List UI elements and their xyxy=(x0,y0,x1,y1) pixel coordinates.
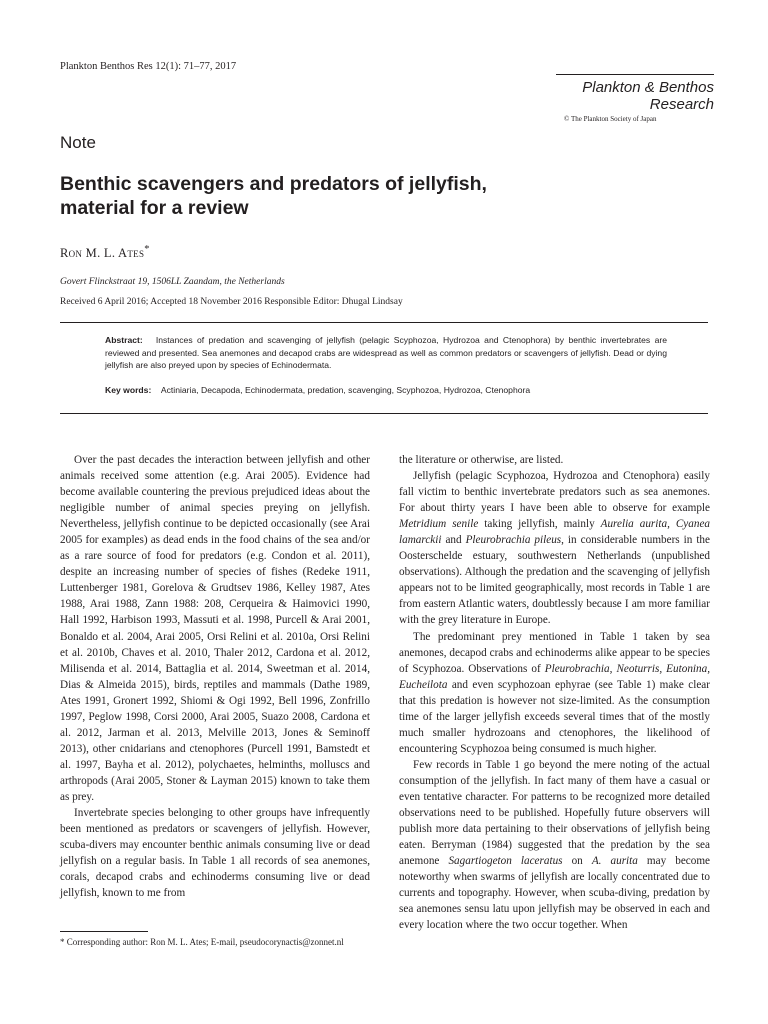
article-title xyxy=(60,172,580,220)
keywords xyxy=(105,385,530,395)
keywords-text: Actiniaria, Decapoda, Echinodermata, predation, scavenging, Scyphozoa, Hydrozoa, Ctenophora xyxy=(160,385,531,395)
received-dates: Received 6 April 2016; Accepted 18 November 2016 Responsible Editor: Dhugal Lindsay xyxy=(60,297,403,307)
body-paragraph: Few records in Table 1 go beyond the mere noting of the actual consumption of the jellyfish. In fact many of them have a casual or even tentative character. For patterns to be recognized more detailed observations need to be published. Hopefully future observers will publish more data pertaining to their observations of jellyfish being eaten. Berryman (1984) suggested that the predation by the sea anemone Sagartiogeton laceratus on A. aurita may become noteworthy when swarms of jellyfish are locally concentrated due to currents and topography. However, when scuba-diving, predation by sea anemones sensu latu upon jellyfish may be observed in each and every location where the two occur together. When xyxy=(399,758,711,932)
author-name: Ron M. L. Ates xyxy=(60,246,145,261)
article-type: Note xyxy=(60,133,96,152)
body-paragraph: the literature or otherwise, are listed. xyxy=(399,454,564,466)
title-line-2: material for a review xyxy=(60,197,249,219)
body-paragraph: Invertebrate species belonging to other groups have infrequently been mentioned as predators or scavengers of jellyfish. However, scuba-divers may encounter benthic animals consuming live or dead jellyfish on a regular basis. In Table 1 all records of sea anemones, corals, decapod crabs and echinoderms consuming live or dead jellyfish, known to me from xyxy=(60,807,370,900)
journal-citation: Plankton Benthos Res 12(1): 71–77, 2017 xyxy=(60,61,237,72)
journal-copyright: © The Plankton Society of Japan xyxy=(564,115,657,123)
journal-logo-block xyxy=(556,74,714,123)
body-paragraph: Over the past decades the interaction between jellyfish and other animals received some attention (e.g. Arai 2005). Evidence had become available countering the previous prejudiced ideas about the negligible number of animal species preying on jellyfish. Nevertheless, jellyfish continue to be depicted occasionally (see Arai 2005 for examples) as dead ends in the food chains of the sea and/or as a rare source of food for predators (e.g. Condon et al. 2011), despite an increasing number of species of fishes (Redeke 1911, Luttenberger 1981, Gorelova & Grudtsev 1986, Kelley 1987, Ates 1988, Arai 1988, Zann 1988: 208, Cerqueira & Haimovici 1990, Hall 1992, Harbison 1993, Massuti et al. 1998, Purcell & Arai 2001, Bonaldo et al. 2004, Arai 2005, Orsi Relini et al. 2010a, Orsi Relini et al. 2010b, Chaves et al. 2010, Thaler 2012, Cardona et al. 2012, Milisenda et al. 2014, Battaglia et al. 2014, Sweetman et al. 2014, Dias & Almeida 2015), birds, reptiles and mammals (Dathe 1989, Ates 1991, Gronert 1992, Shiomi & Ogi 1992, Bell 1996, Zonfrillo 1997, Peglow 1998, Corsi 2000, Arai 2005, Suazo 2008, Cardona et al. 2012, Jarman et al. 2013, Melville 2013, Jones & Seminoff 2013), other cnidarians and ctenophores (Purcell 1991, Bamstedt et al. 1997, Bayha et al. 2012), polychaetes, helminths, molluscs and arthropods (Arai 2005, Stoner & Layman 2015) known to take them as prey. xyxy=(60,454,370,803)
corresponding-author-footnote: * Corresponding author: Ron M. L. Ates; E-mail, pseudocorynactis@zonnet.nl xyxy=(60,937,344,947)
author-affiliation: Govert Flinckstraat 19, 1506LL Zaandam, the Netherlands xyxy=(60,277,285,287)
abstract-label: Abstract: xyxy=(105,335,143,345)
body-paragraph: Jellyfish (pelagic Scyphozoa, Hydrozoa and Ctenophora) easily fall victim to benthic invertebrate predators such as sea anemones. For about thirty years I have been able to observe for example Metridium senile taking jellyfish, mainly Aurelia aurita, Cyanea lamarckii and Pleurobrachia pileus, in considerable numbers in the Oosterschelde estuary, southwestern Netherlands (unpublished observations). Although the predation and the scavenging of jellyfish appears not to be limited geographically, most records in Table 1 are from eastern Atlantic waters, doubtlessly because I am more familiar with the grey literature in Europe. xyxy=(399,470,711,627)
journal-name-line2: Research xyxy=(649,96,714,113)
abstract-text: Instances of predation and scavenging of jellyfish (pelagic Scyphozoa, Hydrozoa and Ctenophora) by benthic invertebrates are reviewed and presented. Sea anemones and decapod crabs are widespread as well as common predators or scavengers of jellyfish. Dead or dying jellyfish are also preyed upon by species of Echinodermata. xyxy=(105,335,667,371)
body-paragraph: The predominant prey mentioned in Table 1 taken by sea anemones, decapod crabs and echinoderms alike appear to be species of Scyphozoa. Observations of Pleurobrachia, Neoturris, Eutonina, Eucheilota and even scyphozoan ephyrae (see Table 1) make clear that this predation is however not size-limited. As the consumption time of the larger jellyfish exceeds several times that of the mostly much smaller hydrozoans and ctenophores, the likelihood of encountering Scyphozoa being consumed is much higher. xyxy=(399,630,711,755)
author-footnote-mark: * xyxy=(144,244,150,255)
footnote-divider xyxy=(60,931,148,932)
author-line xyxy=(60,244,150,261)
journal-name-line1: Plankton & Benthos xyxy=(582,79,714,96)
body-column-left xyxy=(60,452,370,901)
title-line-1: Benthic scavengers and predators of jellyfish, xyxy=(60,173,487,195)
abstract xyxy=(105,334,667,372)
keywords-label: Key words: xyxy=(105,385,152,395)
body-column-right xyxy=(399,452,710,933)
